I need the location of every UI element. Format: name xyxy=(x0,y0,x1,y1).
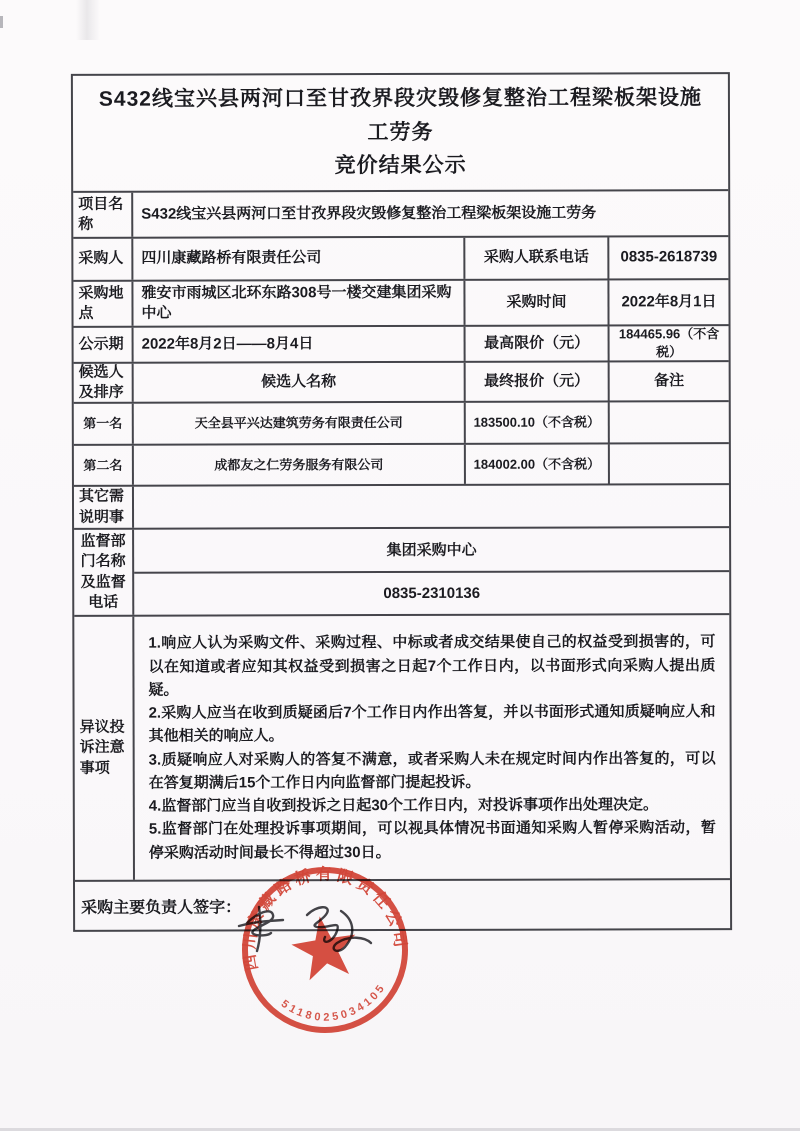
other-notes-value xyxy=(134,485,729,528)
table-row-candidate-2 xyxy=(74,442,729,485)
candidate-2-rank: 第二名 xyxy=(74,446,134,485)
candidate-2-remark xyxy=(610,444,729,483)
location-label: 采购地点 xyxy=(73,282,133,326)
row-other-notes xyxy=(74,483,729,528)
publicity-value: 2022年8月2日——8月4日 xyxy=(134,327,466,362)
candidates-rank-label: 候选人及排序 xyxy=(74,364,134,402)
title-row xyxy=(73,74,728,191)
purchase-time-value: 2022年8月1日 xyxy=(621,293,717,311)
row-publicity-period xyxy=(74,324,729,362)
supervision-phone: 0835-2310136 xyxy=(383,584,481,602)
project-name-label: 项目名称 xyxy=(73,193,133,237)
candidate-name-header: 候选人名称 xyxy=(134,363,466,402)
candidate-2-name: 成都友之仁劳务服务有限公司 xyxy=(134,445,466,485)
row-supervision xyxy=(74,526,729,615)
location-value: 雅安市雨城区北环东路308号一楼交建集团采购中心 xyxy=(133,281,465,326)
seal-number-text: 5118025034105 xyxy=(278,983,387,1024)
row-project-name xyxy=(73,189,728,237)
max-price-value: 184465.96（不含税） xyxy=(618,326,720,360)
title-line-1: S432线宝兴县两河口至甘孜界段灾毁修复整治工程梁板架设施工劳务 xyxy=(98,86,702,144)
candidate-2-price: 184002.00（不含税） xyxy=(466,444,610,483)
objection-item-5: 5.监督部门在处理投诉事项期间，可以视具体情况书面通知采购人暂停采购活动，暂停采购活动时间最长不得超过30日。 xyxy=(148,819,716,862)
objection-label: 异议投诉注意事项 xyxy=(74,617,135,880)
handwritten-signature xyxy=(233,893,393,963)
project-name-value: S432线宝兴县两河口至甘孜界段灾毁修复整治工程梁板架设施工劳务 xyxy=(141,204,597,223)
objection-item-2: 2.采购人应当在收到质疑函后7个工作日内作出答复，并以书面形式通知质疑响应人和其他相关的响应人。 xyxy=(148,703,716,745)
remark-header: 备注 xyxy=(654,372,685,390)
signature-label: 采购主要负责人签字： xyxy=(81,898,242,917)
objection-item-1: 1.响应人认为采购文件、采购过程、中标或者成交结果使自己的权益受到损害的，可以在知道或者应知其权益受到损害之日起7个工作日内，以书面形式向采购人提出质疑。 xyxy=(148,633,716,699)
supervision-values xyxy=(134,528,729,615)
purchaser-phone-label: 采购人联系电话 xyxy=(465,237,609,278)
row-candidates-header xyxy=(74,360,729,402)
candidate-1-price: 183500.10（不含税） xyxy=(466,402,610,442)
purchaser-label: 采购人 xyxy=(73,239,133,280)
purchaser-phone-value: 0835-2618739 xyxy=(620,248,718,266)
signature-stroke-5 xyxy=(334,911,371,951)
row-purchaser xyxy=(73,235,728,280)
document-title xyxy=(73,81,728,183)
publicity-label: 公示期 xyxy=(74,328,134,362)
objection-items xyxy=(134,615,730,880)
paper-crease xyxy=(76,0,100,40)
purchase-time-label: 采购时间 xyxy=(465,280,609,324)
candidate-1-name: 天全县平兴达建筑劳务有限责任公司 xyxy=(134,403,466,444)
final-price-header: 最终报价（元） xyxy=(466,362,610,400)
candidate-1-rank: 第一名 xyxy=(74,404,134,444)
signature-stroke-4 xyxy=(307,907,338,942)
title-line-2: 竞价结果公示 xyxy=(334,154,467,178)
purchaser-value: 四川康藏路桥有限责任公司 xyxy=(133,238,465,280)
notice-table xyxy=(71,72,732,932)
seal-company-text: 四川康藏路桥有限责任公司 xyxy=(241,866,409,972)
table-row-candidate-1 xyxy=(74,400,729,444)
scan-edge-mark xyxy=(0,16,3,28)
other-notes-label: 其它需说明事 xyxy=(74,487,134,528)
objection-item-4: 4.监督部门应当自收到投诉之日起30个工作日内，对投诉事项作出处理决定。 xyxy=(148,796,659,815)
objection-item-3: 3.质疑响应人对采购人的答复不满意，或者采购人未在规定时间内作出答复的，可以在答复期满后15个工作日内向监督部门提起投诉。 xyxy=(148,749,716,792)
supervision-label: 监督部门名称及监督电话 xyxy=(74,530,134,615)
supervision-department: 集团采购中心 xyxy=(134,528,729,573)
row-location xyxy=(73,278,728,326)
candidate-1-remark xyxy=(610,402,729,442)
max-price-label: 最高限价（元） xyxy=(466,326,610,360)
